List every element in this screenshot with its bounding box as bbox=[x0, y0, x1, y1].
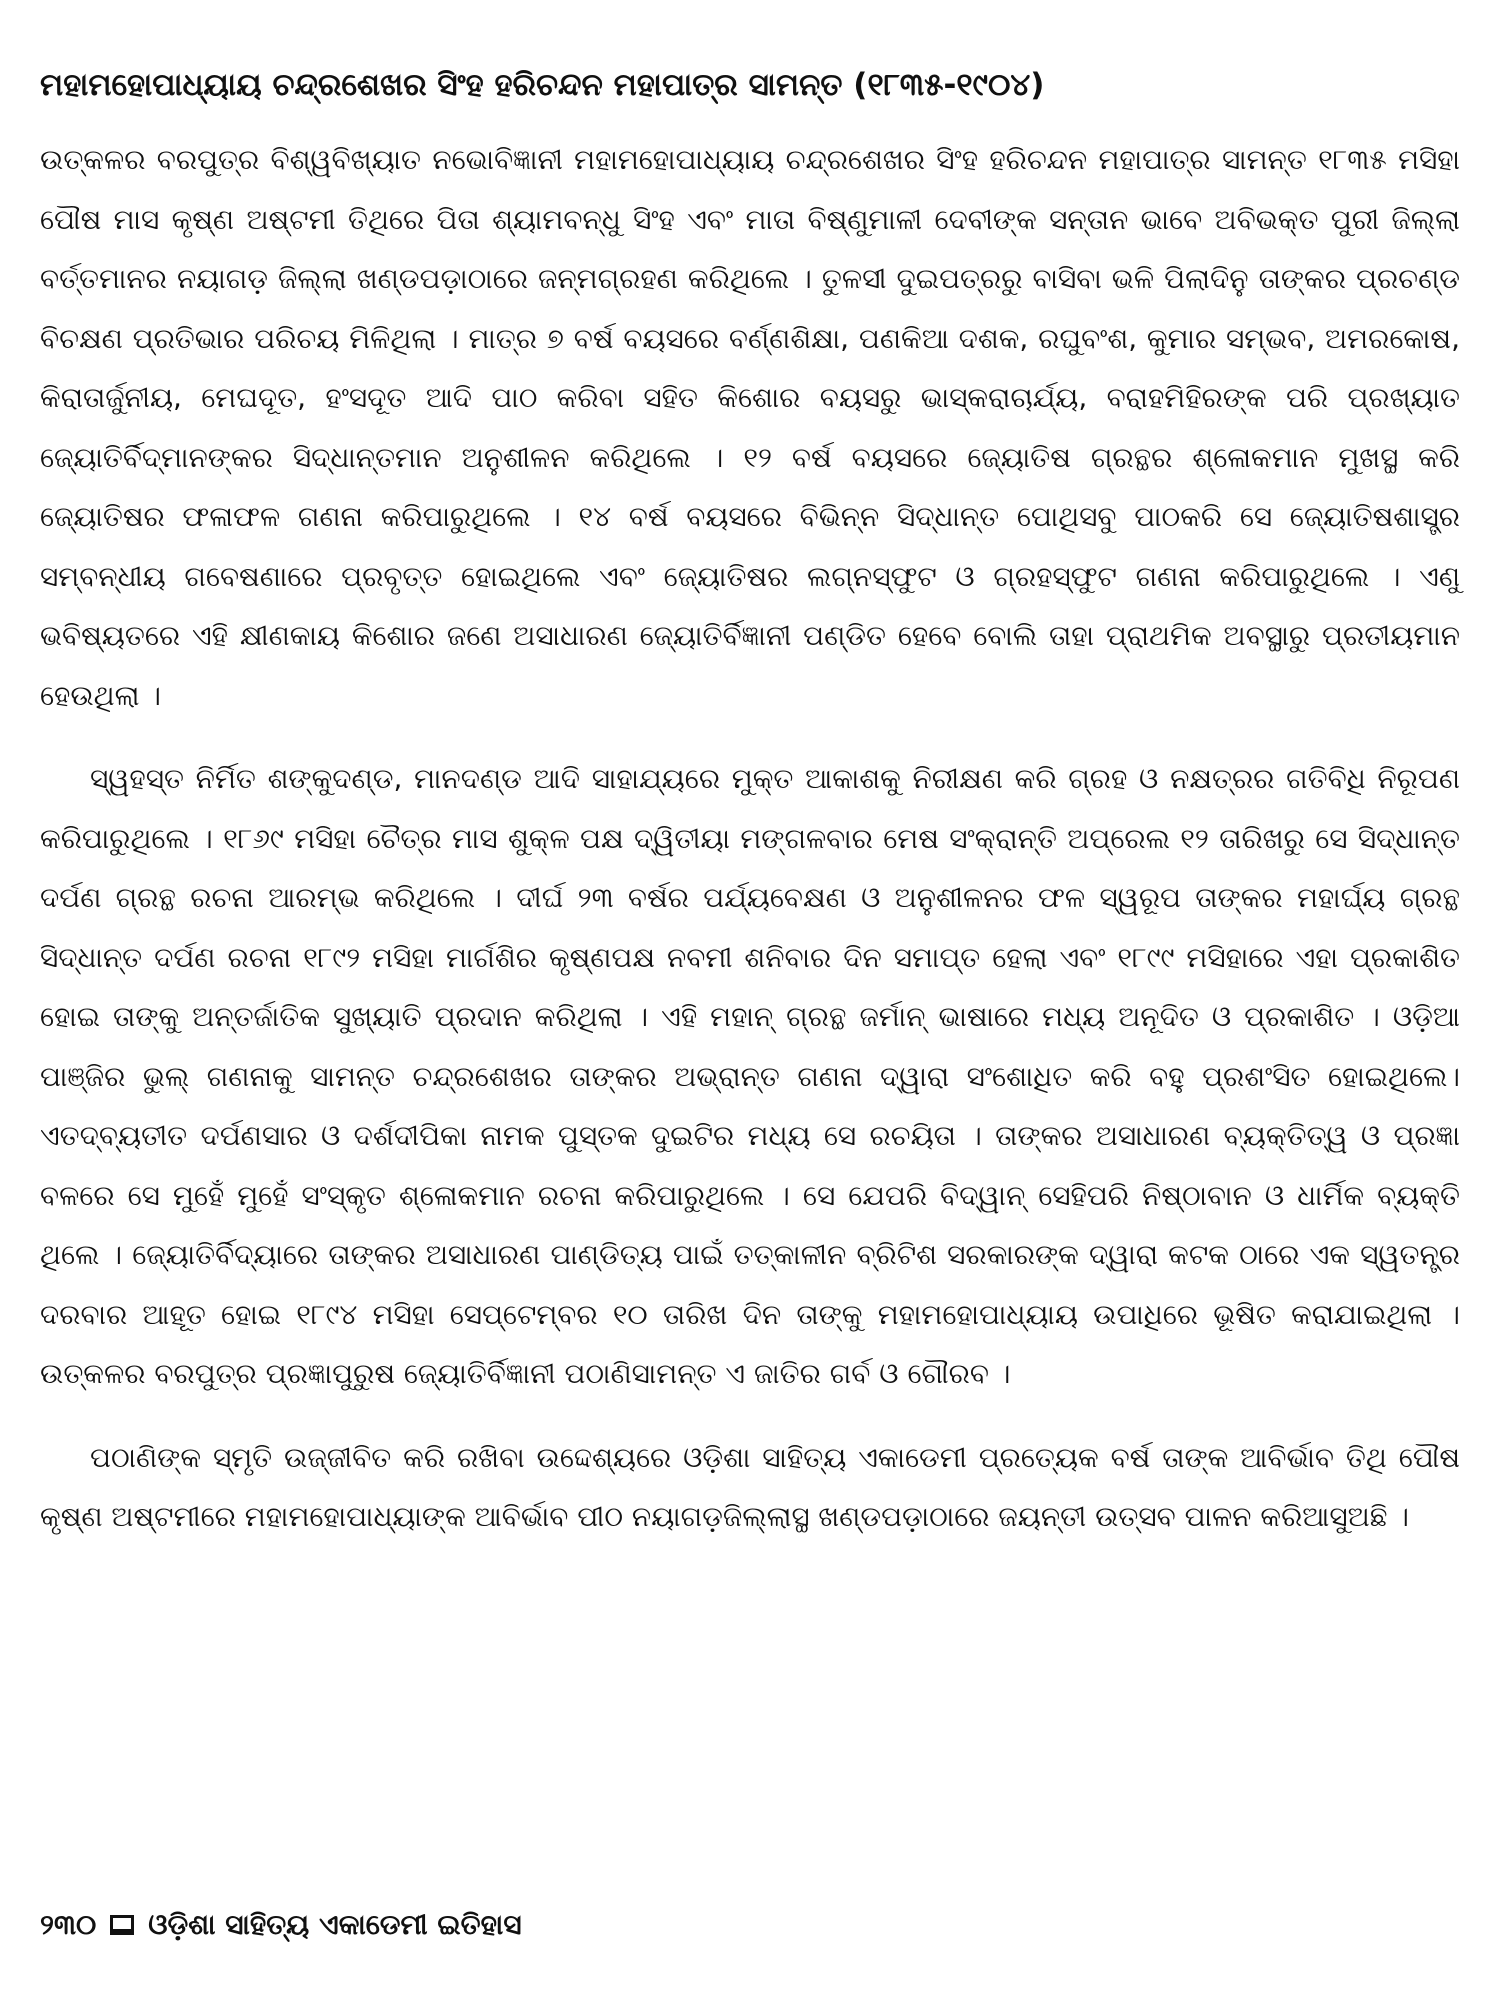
page-footer bbox=[40, 1905, 522, 1945]
paragraph-1: ଉତ୍କଳର ବରପୁତ୍ର ବିଶ୍ୱବିଖ୍ୟାତ ନଭୋବିଜ୍ଞାନୀ ମହାମହୋପାଧ୍ୟାୟ ଚନ୍ଦ୍ରଶେଖର ସିଂହ ହରିଚନ୍ଦନ ମହାପାତ୍ର ସାମନ୍ତ ୧୮୩୫ ମସିହା ପୌଷ ମାସ କୃଷ୍ଣ ଅଷ୍ଟମୀ ତିଥିରେ ପିତା ଶ୍ୟାମବନ୍ଧୁ ସିଂହ ଏବଂ ମାତା ବିଷ୍ଣୁମାଳୀ ଦେବୀଙ୍କ ସନ୍ତାନ ଭାବେ ଅବିଭକ୍ତ ପୁରୀ ଜିଲ୍ଲା ବର୍ତ୍ତମାନର ନୟାଗଡ଼ ଜିଲ୍ଲା ଖଣ୍ଡପଡ଼ାଠାରେ ଜନ୍ମଗ୍ରହଣ କରିଥିଲେ । ତୁଳସୀ ଦୁଇପତ୍ରରୁ ବାସିବା ଭଳି ପିଲାଦିନୁ ତାଙ୍କର ପ୍ରଚଣ୍ଡ ବିଚକ୍ଷଣ ପ୍ରତିଭାର ପରିଚୟ ମିଳିଥିଲା । ମାତ୍ର ୭ ବର୍ଷ ବୟସରେ ବର୍ଣ୍ଣଶିକ୍ଷା, ପଣକିଆ ଦଶକ, ରଘୁବଂଶ, କୁମାର ସମ୍ଭବ, ଅମରକୋଷ, କିରାତାର୍ଜୁନୀୟ, ମେଘଦୂତ, ହଂସଦୂତ ଆଦି ପାଠ କରିବା ସହିତ କିଶୋର ବୟସରୁ ଭାସ୍କରାଚାର୍ଯ୍ୟ, ବରାହମିହିରଙ୍କ ପରି ପ୍ରଖ୍ୟାତ ଜ୍ୟୋତିର୍ବିଦ୍‌ମାନଙ୍କର ସିଦ୍ଧାନ୍ତମାନ ଅନୁଶୀଳନ କରିଥିଲେ । ୧୨ ବର୍ଷ ବୟସରେ ଜ୍ୟୋତିଷ ଗ୍ରନ୍ଥର ଶ୍ଳୋକମାନ ମୁଖସ୍ଥ କରି ଜ୍ୟୋତିଷର ଫଳାଫଳ ଗଣନା କରିପାରୁଥିଲେ । ୧୪ ବର୍ଷ ବୟସରେ ବିଭିନ୍ନ ସିଦ୍ଧାନ୍ତ ପୋଥିସବୁ ପାଠକରି ସେ ଜ୍ୟୋତିଷଶାସ୍ତ୍ର ସମ୍ବନ୍ଧୀୟ ଗବେଷଣାରେ ପ୍ରବୃତ୍ତ ହୋଇଥିଲେ ଏବଂ ଜ୍ୟୋତିଷର ଲଗ୍ନସ୍ଫୁଟ ଓ ଗ୍ରହସ୍ଫୁଟ ଗଣନା କରିପାରୁଥିଲେ । ଏଣୁ ଭବିଷ୍ୟତରେ ଏହି କ୍ଷୀଣକାୟ କିଶୋର ଜଣେ ଅସାଧାରଣ ଜ୍ୟୋତିର୍ବିଜ୍ଞାନୀ ପଣ୍ଡିତ ହେବେ ବୋଲି ତାହା ପ୍ରାଥମିକ ଅବସ୍ଥାରୁ ପ୍ରତୀୟମାନ ହେଉଥିଲା । bbox=[40, 143, 1460, 712]
paragraph-3: ପଠାଣିଙ୍କ ସ୍ମୃତି ଉଜ୍ଜୀବିତ କରି ରଖିବା ଉଦ୍ଦେଶ୍ୟରେ ଓଡ଼ିଶା ସାହିତ୍ୟ ଏକାଡେମୀ ପ୍ରତ୍ୟେକ ବର୍ଷ ତାଙ୍କ ଆବିର୍ଭାବ ତିଥି ପୌଷ କୃଷ୍ଣ ଅଷ୍ଟମୀରେ ମହାମହୋପାଧ୍ୟାଙ୍କ ଆବିର୍ଭାବ ପୀଠ ନୟାଗଡ଼ଜିଲ୍ଲାସ୍ଥ ଖଣ୍ଡପଡ଼ାଠାରେ ଜୟନ୍ତୀ ଉତ୍ସବ ପାଳନ କରିଆସୁଅଛି । bbox=[40, 1440, 1460, 1533]
book-title: ଓଡ଼ିଶା ସାହିତ୍ୟ ଏକାଡେମୀ ଇତିହାସ bbox=[148, 1908, 522, 1941]
paragraph-2: ସ୍ୱହସ୍ତ ନିର୍ମିତ ଶଙ୍କୁଦଣ୍ଡ, ମାନଦଣ୍ଡ ଆଦି ସାହାଯ୍ୟରେ ମୁକ୍ତ ଆକାଶକୁ ନିରୀକ୍ଷଣ କରି ଗ୍ରହ ଓ ନକ୍ଷତ୍ରର ଗତିବିଧି ନିରୂପଣ କରିପାରୁଥିଲେ । ୧୮୬୯ ମସିହା ଚୈତ୍ର ମାସ ଶୁକ୍ଳ ପକ୍ଷ ଦ୍ୱିତୀୟା ମଙ୍ଗଳବାର ମେଷ ସଂକ୍ରାନ୍ତି ଅପ୍ରେଲ ୧୨ ତାରିଖରୁ ସେ ସିଦ୍ଧାନ୍ତ ଦର୍ପଣ ଗ୍ରନ୍ଥ ରଚନା ଆରମ୍ଭ କରିଥିଲେ । ଦୀର୍ଘ ୨୩ ବର୍ଷର ପର୍ଯ୍ୟବେକ୍ଷଣ ଓ ଅନୁଶୀଳନର ଫଳ ସ୍ୱରୂପ ତାଙ୍କର ମହାର୍ଘ୍ୟ ଗ୍ରନ୍ଥ ସିଦ୍ଧାନ୍ତ ଦର୍ପଣ ରଚନା ୧୮୯୨ ମସିହା ମାର୍ଗଶିର କୃଷ୍ଣପକ୍ଷ ନବମୀ ଶନିବାର ଦିନ ସମାପ୍ତ ହେଲା ଏବଂ ୧୮୯୯ ମସିହାରେ ଏହା ପ୍ରକାଶିତ ହୋଇ ତାଙ୍କୁ ଅନ୍ତର୍ଜାତିକ ସୁଖ୍ୟାତି ପ୍ରଦାନ କରିଥିଲା । ଏହି ମହାନ୍ ଗ୍ରନ୍ଥ ଜର୍ମାନ୍ ଭାଷାରେ ମଧ୍ୟ ଅନୂଦିତ ଓ ପ୍ରକାଶିତ । ଓଡ଼ିଆ ପାଞ୍ଜିର ଭୁଲ୍ ଗଣନାକୁ ସାମନ୍ତ ଚନ୍ଦ୍ରଶେଖର ତାଙ୍କର ଅଭ୍ରାନ୍ତ ଗଣନା ଦ୍ୱାରା ସଂଶୋଧିତ କରି ବହୁ ପ୍ରଶଂସିତ ହୋଇଥିଲେ। ଏତଦ୍‌ବ୍ୟତୀତ ଦର୍ପଣସାର ଓ ଦର୍ଶଦୀପିକା ନାମକ ପୁସ୍ତକ ଦୁଇଟିର ମଧ୍ୟ ସେ ରଚୟିତା । ତାଙ୍କର ଅସାଧାରଣ ବ୍ୟକ୍ତିତ୍ୱ ଓ ପ୍ରଜ୍ଞା ବଳରେ ସେ ମୁହେଁ ମୁହେଁ ସଂସ୍କୃତ ଶ୍ଳୋକମାନ ରଚନା କରିପାରୁଥିଲେ । ସେ ଯେପରି ବିଦ୍ୱାନ୍ ସେହିପରି ନିଷ୍ଠାବାନ ଓ ଧାର୍ମିକ ବ୍ୟକ୍ତି ଥିଲେ । ଜ୍ୟୋତିର୍ବିଦ୍ୟାରେ ତାଙ୍କର ଅସାଧାରଣ ପାଣ୍ଡିତ୍ୟ ପାଇଁ ତତ୍‌କାଳୀନ ବ୍ରିଟିଶ ସରକାରଙ୍କ ଦ୍ୱାରା କଟକ ଠାରେ ଏକ ସ୍ୱତନ୍ତ୍ର ଦରବାର ଆହୂତ ହୋଇ ୧୮୯୪ ମସିହା ସେପ୍ଟେମ୍ବର ୧୦ ତାରିଖ ଦିନ ତାଙ୍କୁ ମହାମହୋପାଧ୍ୟାୟ ଉପାଧିରେ ଭୂଷିତ କରାଯାଇଥିଲା । ଉତ୍କଳର ବରପୁତ୍ର ପ୍ରଜ୍ଞାପୁରୁଷ ଜ୍ୟୋତିର୍ବିଜ୍ଞାନୀ ପଠାଣିସାମନ୍ତ ଏ ଜାତିର ଗର୍ବ ଓ ଗୌରବ । bbox=[40, 762, 1460, 1390]
article-body bbox=[40, 130, 1460, 1547]
page-number: ୨୩୦ bbox=[40, 1908, 97, 1941]
page-title: ମହାମହୋପାଧ୍ୟାୟ ଚନ୍ଦ୍ରଶେଖର ସିଂହ ହରିଚନ୍ଦନ ମହାପାତ୍ର ସାମନ୍ତ (୧୮୩୫-୧୯୦୪) bbox=[40, 67, 1045, 103]
square-separator-icon bbox=[110, 1915, 134, 1935]
